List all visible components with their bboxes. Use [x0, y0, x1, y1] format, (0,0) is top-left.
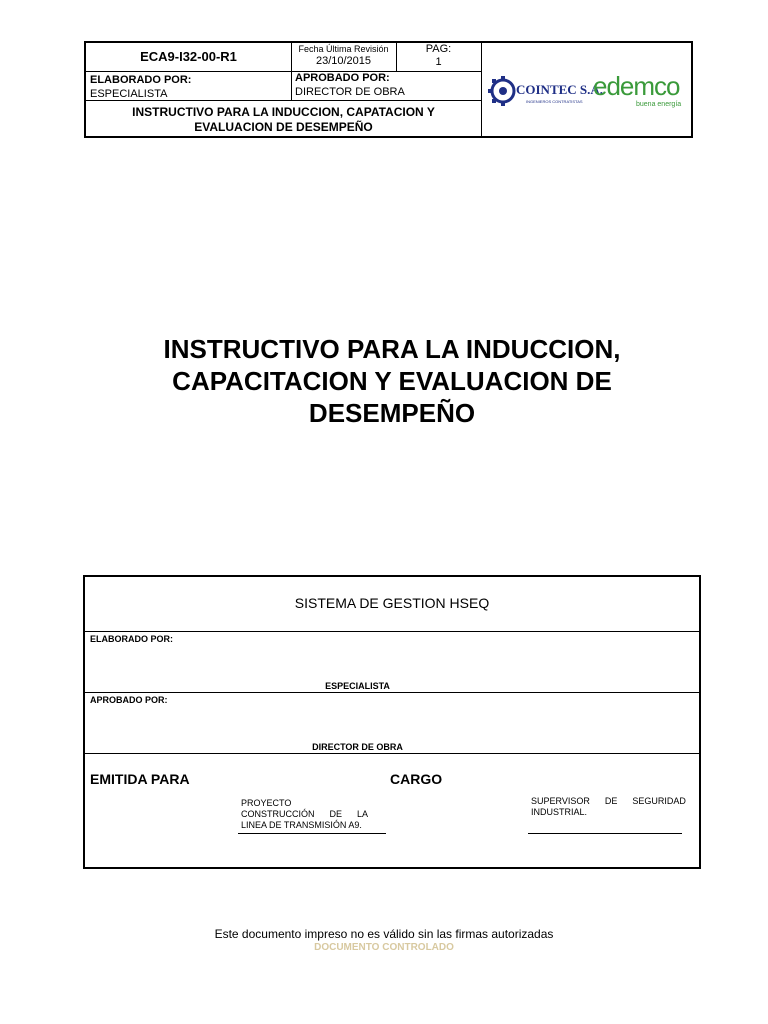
cargo-value-line1: SUPERVISOR DE SEGURIDAD [531, 796, 686, 806]
emitida-value-line1: PROYECTO [241, 798, 292, 808]
aprobado-label: APROBADO POR: [295, 72, 390, 84]
divider [85, 692, 699, 693]
header-title-line2: EVALUACION DE DESEMPEÑO [194, 120, 373, 134]
emitida-value-line2: CONSTRUCCIÓN DE LA [241, 809, 369, 819]
elaborado-label: ELABORADO POR: [90, 74, 192, 86]
footer-controlled: DOCUMENTO CONTROLADO [314, 942, 454, 953]
page-label: PAG: [425, 43, 452, 55]
signature-line [238, 833, 386, 834]
emitida-label: EMITIDA PARA [90, 771, 190, 787]
cargo-value-line2: INDUSTRIAL. [531, 807, 588, 817]
divider [85, 631, 699, 632]
cargo-value [531, 796, 686, 818]
main-title [100, 333, 684, 429]
approval-box [83, 575, 701, 869]
divider [86, 71, 481, 72]
document-code: ECA9-I32-00-R1 [140, 49, 237, 64]
aprobado-label: APROBADO POR: [90, 695, 168, 705]
main-title-line2: CAPACITACION Y EVALUACION DE [172, 366, 612, 396]
emitida-value [241, 798, 384, 831]
cointec-subtitle: INGENIEROS CONTRATISTAS [526, 99, 583, 104]
emitida-value-line3: LINEA DE TRANSMISIÓN A9. [241, 820, 362, 830]
system-heading: SISTEMA DE GESTION HSEQ [294, 595, 490, 611]
signature-line [528, 833, 682, 834]
divider [85, 753, 699, 754]
header-title-line1: INSTRUCTIVO PARA LA INDUCCION, CAPATACION Y [132, 105, 435, 119]
document-header [84, 41, 693, 138]
edemco-subtitle: buena energía [636, 101, 682, 108]
cargo-label: CARGO [390, 771, 443, 787]
elaborado-value: ESPECIALISTA [90, 88, 168, 100]
elaborado-label: ELABORADO POR: [90, 634, 173, 644]
revision-label: Fecha Última Revisión [298, 44, 389, 54]
main-title-line3: DESEMPEÑO [308, 398, 476, 428]
revision-date: 23/10/2015 [315, 55, 372, 67]
edemco-name: edemco [593, 71, 680, 101]
main-title-line1: INSTRUCTIVO PARA LA INDUCCION, [163, 334, 621, 364]
divider [86, 100, 481, 101]
aprobado-value: DIRECTOR DE OBRA [295, 86, 405, 98]
aprobado-value: DIRECTOR DE OBRA [312, 742, 403, 752]
header-title [86, 105, 481, 135]
footer-notice: Este documento impreso no es válido sin las firmas autorizadas [214, 927, 554, 941]
elaborado-value: ESPECIALISTA [325, 681, 390, 691]
page-number: 1 [435, 56, 442, 68]
cointec-name: COINTEC S.A. [516, 82, 604, 97]
divider [481, 43, 482, 138]
